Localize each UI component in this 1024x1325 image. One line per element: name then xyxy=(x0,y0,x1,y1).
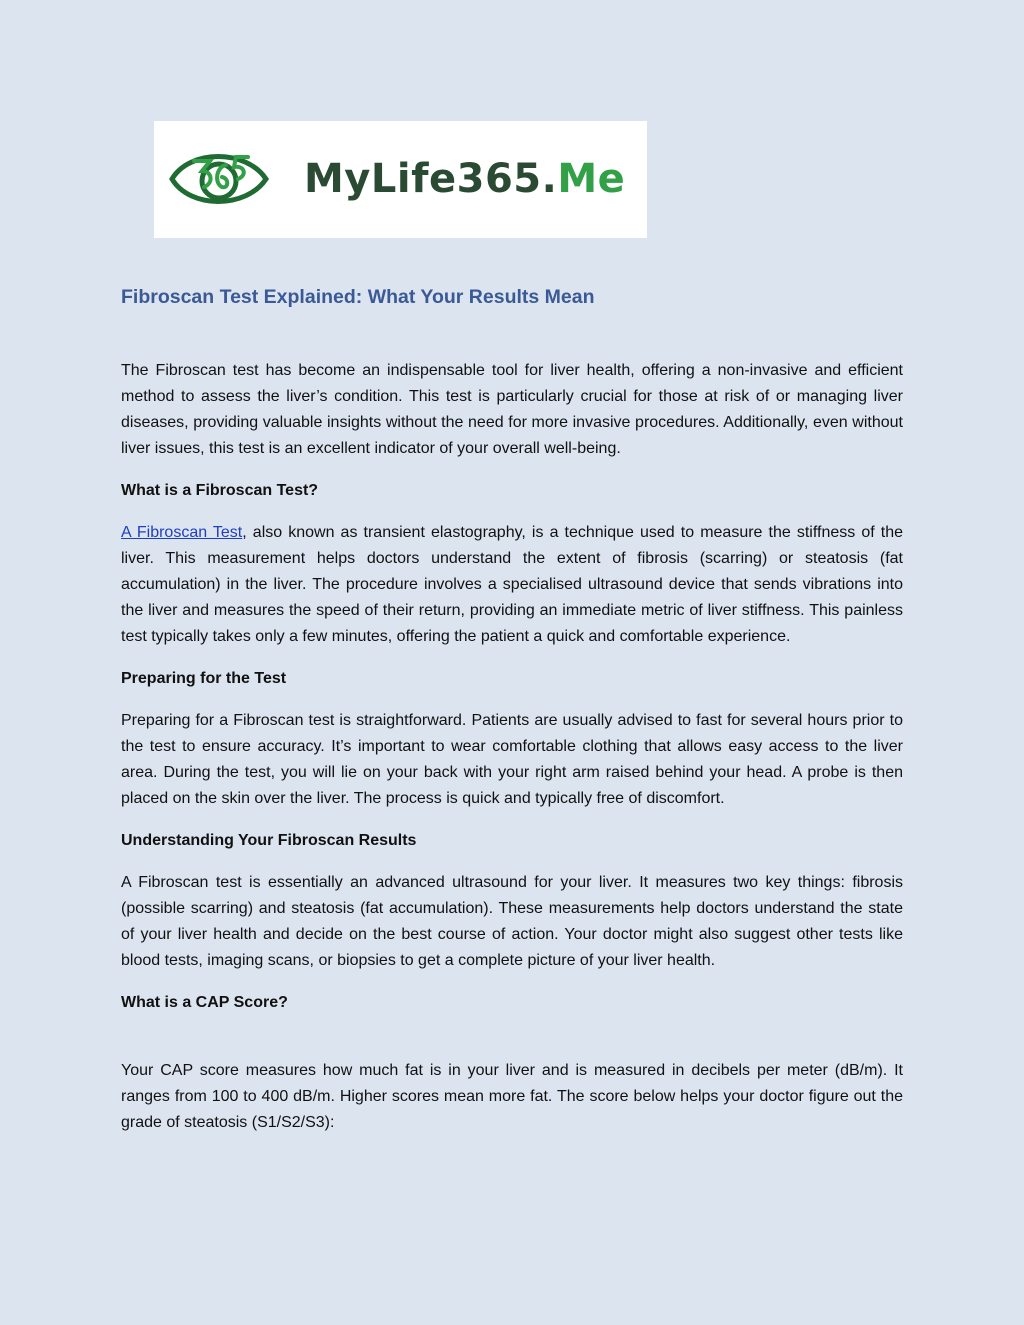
section-heading-cap-score: What is a CAP Score? xyxy=(121,994,288,1011)
article-body xyxy=(121,280,903,1152)
section-body-cap-score: Your CAP score measures how much fat is in your liver and is measured in decibels per meter (dB/m). It ranges from 100 to 400 dB/m. Higher scores mean more fat. The score below helps your doctor figure out the grade of steatosis (S1/S2/S3): xyxy=(121,1062,903,1131)
intro-paragraph: The Fibroscan test has become an indispensable tool for liver health, offering a non-invasive and efficient method to assess the liver’s condition. This test is particularly crucial for those at risk of or managing liver diseases, providing valuable insights without the need for more invasive procedures. Additionally, even without liver issues, this test is an excellent indicator of your overall well-being. xyxy=(121,362,903,457)
fibroscan-test-link[interactable]: A Fibroscan Test xyxy=(121,524,243,541)
site-logo xyxy=(154,121,647,238)
section-body-understanding-results: A Fibroscan test is essentially an advanced ultrasound for your liver. It measures two key things: fibrosis (possible scarring) and steatosis (fat accumulation). These measurements help doctors understand the state of your liver health and decide on the best course of action. Your doctor might also suggest other tests like blood tests, imaging scans, or biopsies to get a complete picture of your liver health. xyxy=(121,874,903,969)
section-body-what-is-fibroscan xyxy=(121,520,903,650)
eye-365-logo-icon xyxy=(168,143,270,215)
section-heading-what-is-fibroscan: What is a Fibroscan Test? xyxy=(121,482,319,499)
logo-text-main: MyLife365. xyxy=(304,156,558,202)
logo-text-suffix: Me xyxy=(557,156,626,202)
page-title: Fibroscan Test Explained: What Your Results Mean xyxy=(121,286,595,308)
logo-wordmark xyxy=(304,151,625,207)
section-heading-understanding-results: Understanding Your Fibroscan Results xyxy=(121,832,417,849)
section-heading-preparing: Preparing for the Test xyxy=(121,670,287,687)
section-body-text: , also known as transient elastography, is a technique used to measure the stiffness of the liver. This measurement helps doctors understand the extent of fibrosis (scarring) or steatosis (fat accumulation) in the liver. The procedure involves a specialised ultrasound device that sends vibrations into the liver and measures the speed of their return, providing an immediate metric of liver stiffness. This painless test typically takes only a few minutes, offering the patient a quick and comfortable experience. xyxy=(121,524,904,645)
section-body-preparing: Preparing for a Fibroscan test is straightforward. Patients are usually advised to fast for several hours prior to the test to ensure accuracy. It’s important to wear comfortable clothing that allows easy access to the liver area. During the test, you will lie on your back with your right arm raised behind your head. A probe is then placed on the skin over the liver. The process is quick and typically free of discomfort. xyxy=(121,712,903,807)
